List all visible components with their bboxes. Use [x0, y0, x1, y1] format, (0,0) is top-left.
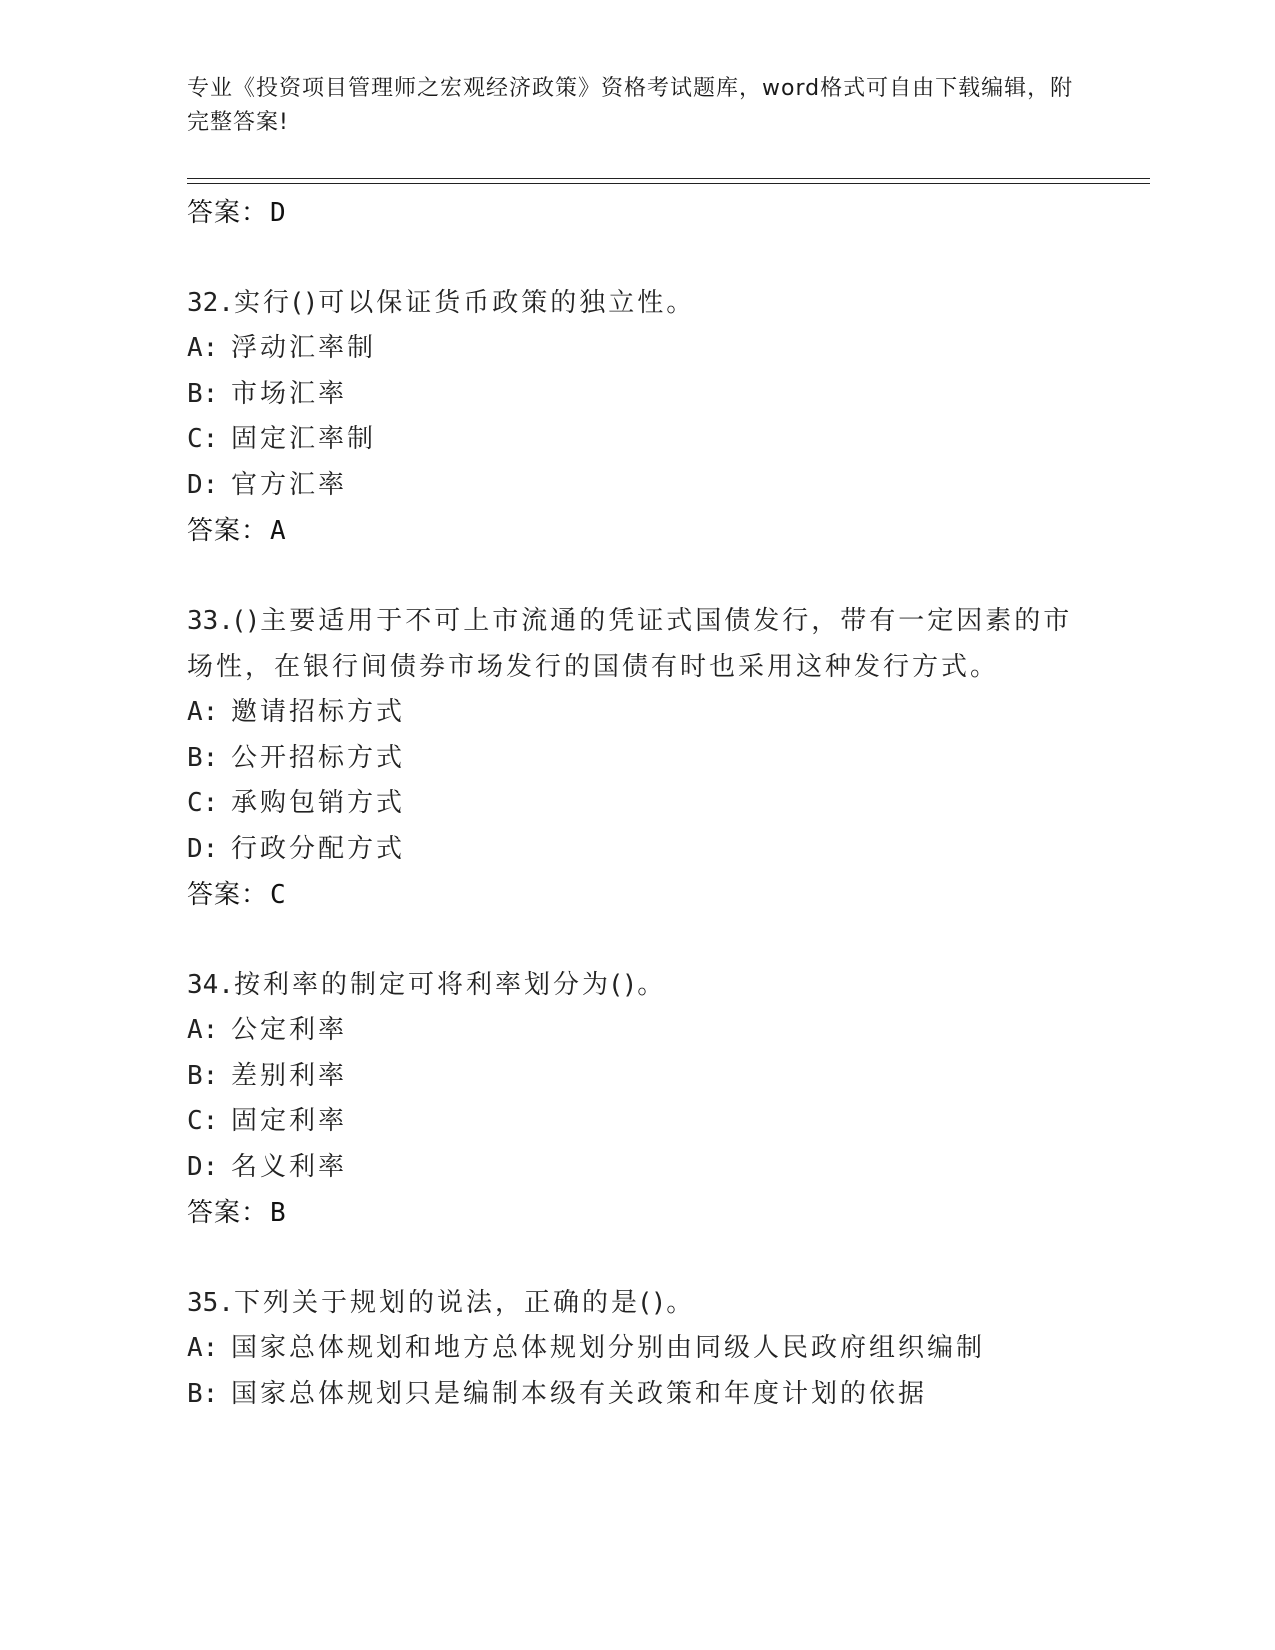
option-text: 行政分配方式 — [231, 833, 406, 864]
answer-value: B — [270, 1198, 287, 1228]
answer-line — [187, 872, 1087, 918]
question-block — [187, 598, 1087, 918]
header-divider-top — [187, 178, 1150, 179]
question-number: 32. — [187, 288, 234, 318]
option-b — [187, 736, 1087, 782]
option-key: D: — [187, 833, 219, 864]
answer-label: 答案： — [187, 880, 269, 910]
question-gap — [187, 918, 1087, 962]
option-text: 邀请招标方式 — [231, 697, 406, 727]
option-key: B: — [187, 1378, 219, 1409]
header-title: 专业《投资项目管理师之宏观经济政策》资格考试题库，word格式可自由下载编辑，附完整答案! — [187, 76, 1074, 135]
option-b — [187, 372, 1087, 418]
option-text: 固定汇率制 — [231, 424, 377, 454]
header-divider-bottom — [187, 183, 1150, 184]
option-a — [187, 690, 1087, 736]
document-header — [187, 72, 1087, 140]
option-text: 名义利率 — [231, 1151, 348, 1182]
option-c — [187, 417, 1087, 463]
option-text: 差别利率 — [231, 1060, 348, 1091]
option-a — [187, 326, 1087, 372]
question-block — [187, 280, 1087, 554]
option-text: 官方汇率 — [231, 469, 348, 500]
option-key: D: — [187, 1151, 219, 1182]
question-stem — [187, 598, 1087, 690]
question-number: 34. — [187, 970, 234, 1000]
option-text: 市场汇率 — [231, 378, 348, 409]
option-c — [187, 781, 1087, 827]
option-key: D: — [187, 469, 219, 500]
option-text: 固定利率 — [231, 1106, 348, 1136]
option-text: 国家总体规划只是编制本级有关政策和年度计划的依据 — [231, 1378, 928, 1409]
option-d — [187, 827, 1087, 873]
option-key: A: — [187, 1015, 219, 1045]
option-text: 浮动汇率制 — [231, 333, 377, 363]
question-text: ()主要适用于不可上市流通的凭证式国债发行，带有一定因素的市场性，在银行间债券市场发行的国债有时也采用这种发行方式。 — [187, 606, 1073, 682]
question-text: 实行()可以保证货币政策的独立性。 — [233, 288, 696, 318]
option-a — [187, 1008, 1087, 1054]
answer-value: C — [270, 880, 287, 910]
question-text: 按利率的制定可将利率划分为()。 — [233, 970, 667, 1000]
option-key: A: — [187, 333, 219, 363]
option-a — [187, 1326, 1087, 1372]
option-text: 公定利率 — [231, 1015, 348, 1045]
option-key: A: — [187, 697, 219, 727]
answer-label: 答案： — [187, 198, 269, 228]
question-stem — [187, 962, 1087, 1008]
answer-line — [187, 190, 1087, 236]
option-text: 国家总体规划和地方总体规划分别由同级人民政府组织编制 — [231, 1333, 986, 1363]
option-b — [187, 1372, 1087, 1418]
question-gap — [187, 236, 1087, 280]
question-number: 33. — [187, 606, 234, 636]
option-d — [187, 1145, 1087, 1191]
answer-value: A — [270, 516, 287, 546]
question-gap — [187, 554, 1087, 598]
answer-label: 答案： — [187, 516, 269, 546]
question-gap — [187, 1236, 1087, 1280]
option-key: B: — [187, 1060, 219, 1091]
option-key: A: — [187, 1333, 219, 1363]
option-key: B: — [187, 378, 219, 409]
question-number: 35. — [187, 1288, 234, 1318]
answer-line — [187, 508, 1087, 554]
question-stem — [187, 280, 1087, 326]
option-b — [187, 1054, 1087, 1100]
option-text: 承购包销方式 — [231, 788, 406, 818]
question-stem — [187, 1280, 1087, 1326]
option-key: C: — [187, 1106, 219, 1136]
option-c — [187, 1099, 1087, 1145]
option-key: C: — [187, 424, 219, 454]
option-text: 公开招标方式 — [231, 742, 406, 773]
option-key: C: — [187, 788, 219, 818]
question-list — [187, 190, 1087, 1417]
option-d — [187, 463, 1087, 509]
option-key: B: — [187, 742, 219, 773]
answer-label: 答案： — [187, 1198, 269, 1228]
question-block — [187, 1280, 1087, 1417]
answer-line — [187, 1190, 1087, 1236]
question-text: 下列关于规划的说法，正确的是()。 — [233, 1288, 696, 1318]
question-block — [187, 962, 1087, 1236]
answer-value: D — [270, 198, 287, 228]
